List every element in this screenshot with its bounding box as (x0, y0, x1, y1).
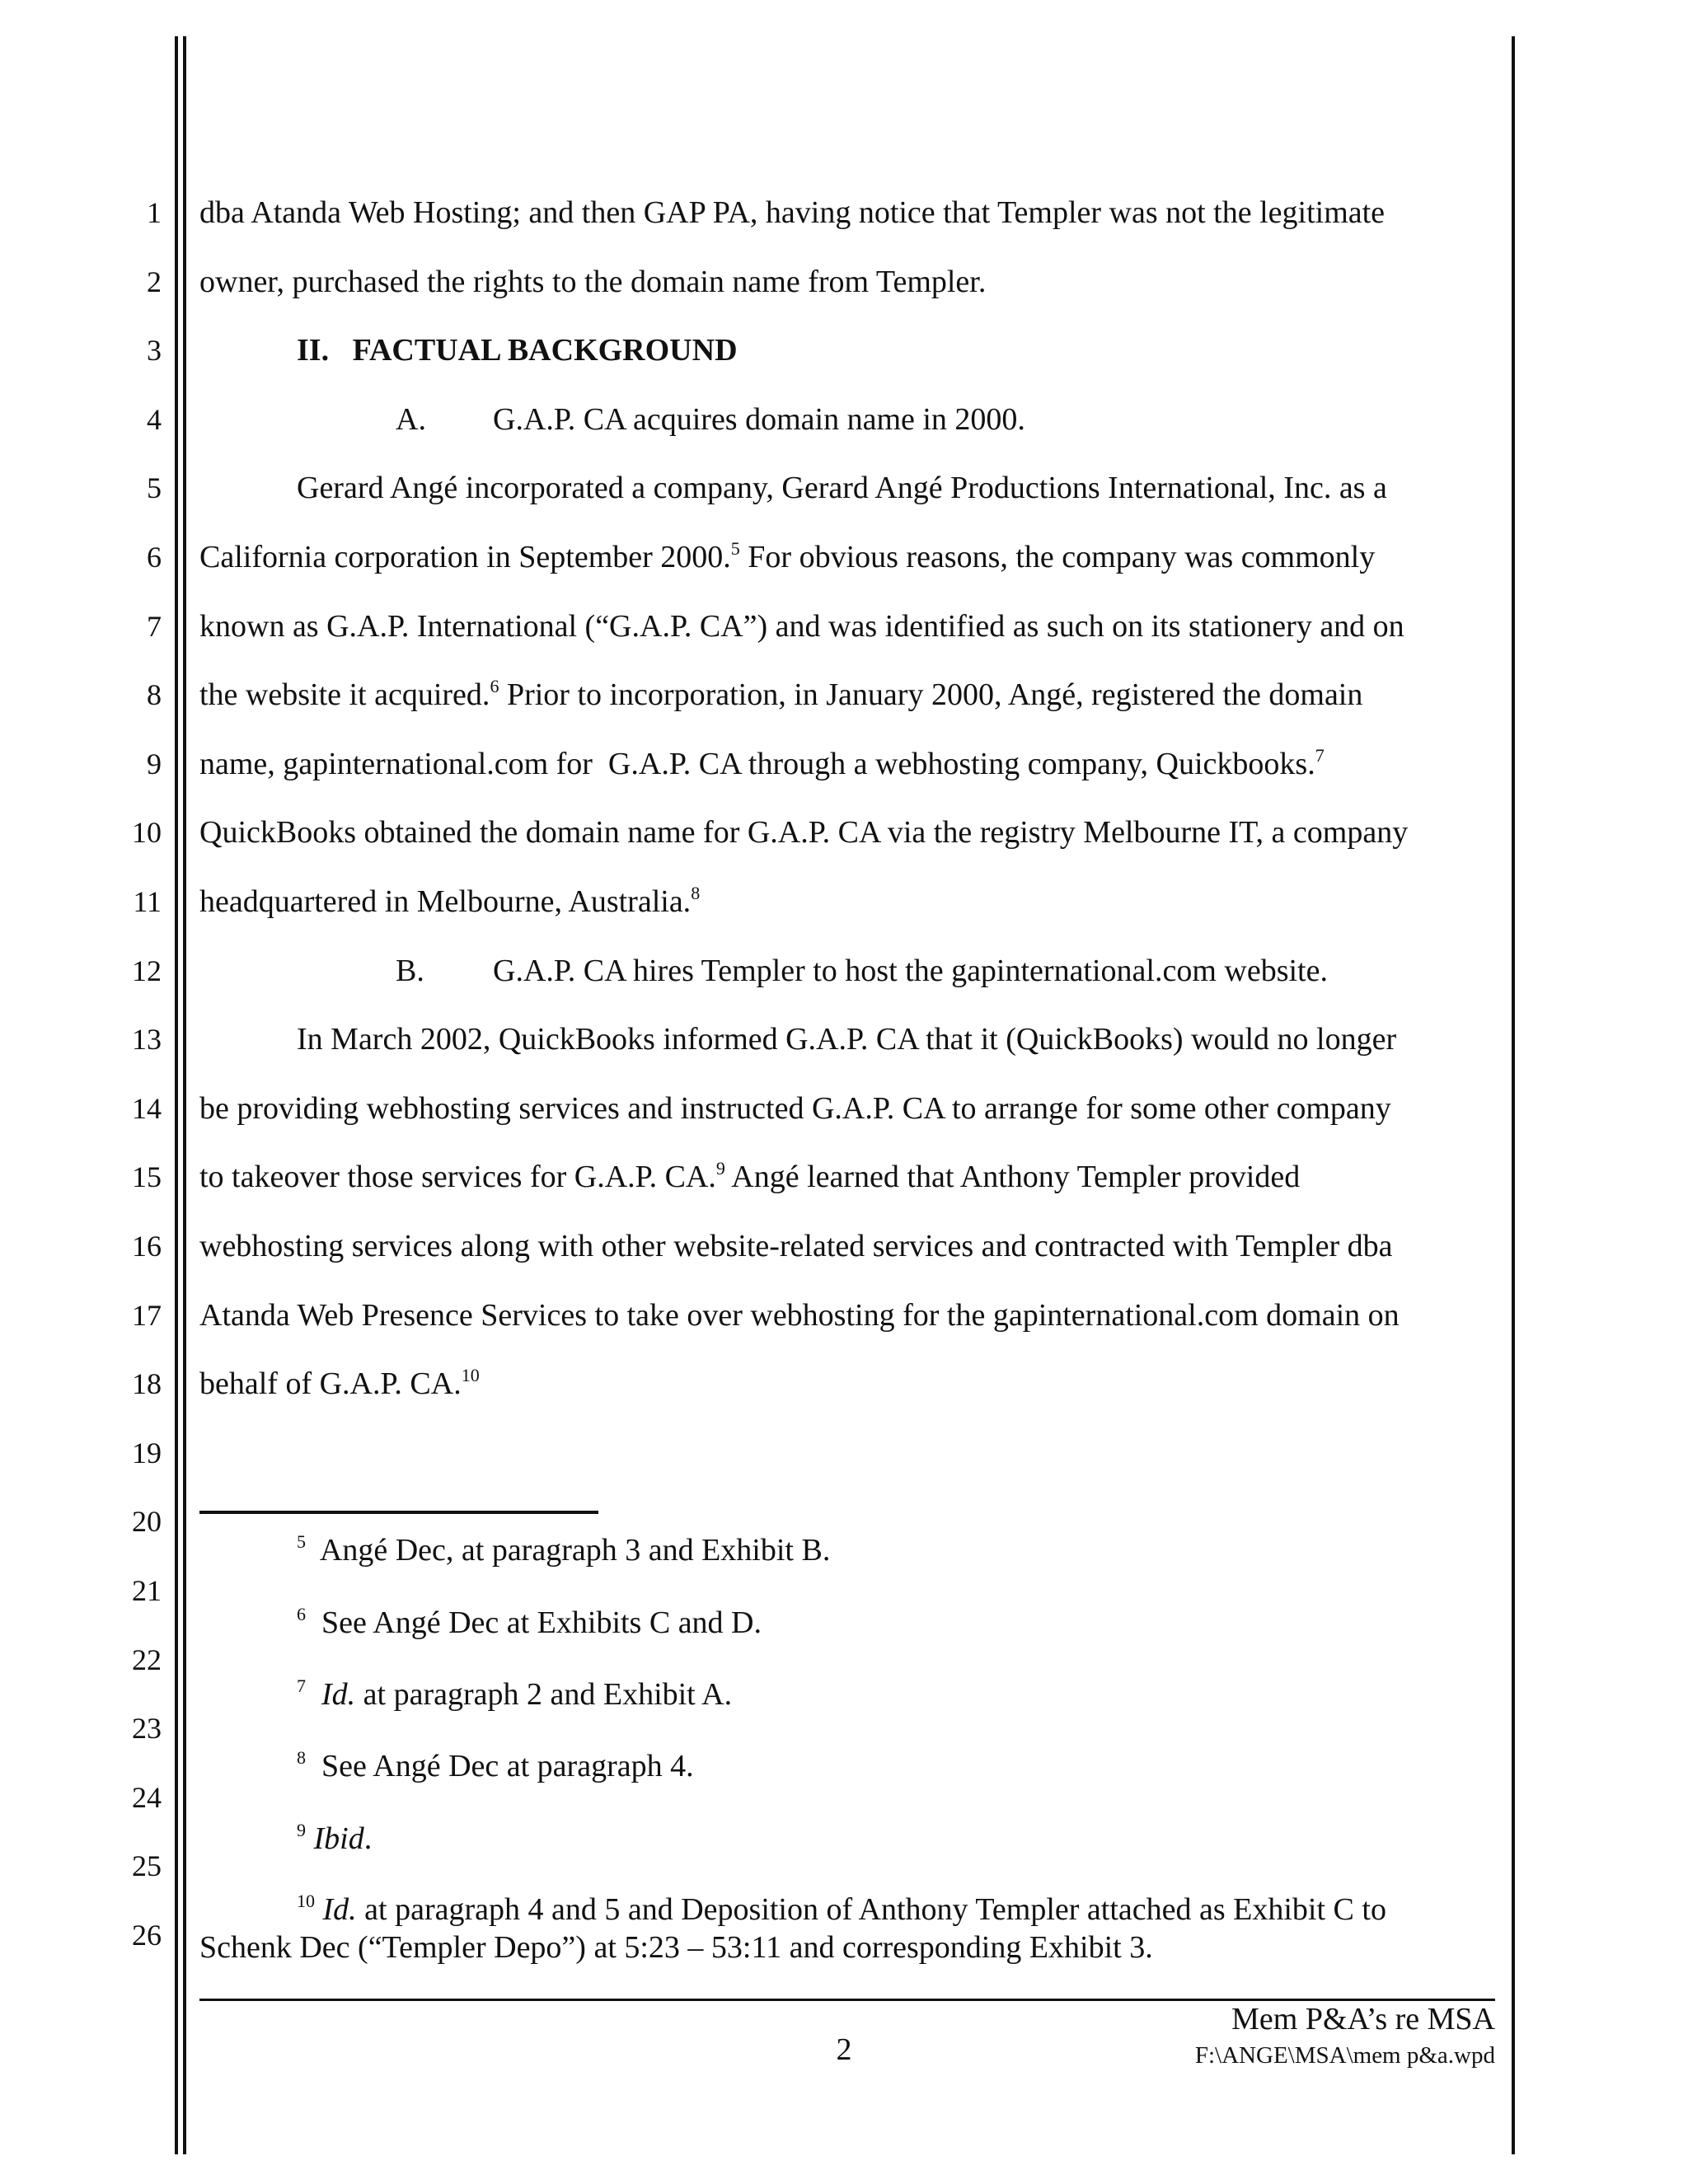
line-number: 17 (132, 1299, 162, 1332)
line-number: 2 (147, 265, 162, 298)
line-number: 19 (132, 1436, 162, 1469)
body-line (199, 746, 1325, 782)
body-line: dba Atanda Web Hosting; and then GAP PA, having notice that Templer was not the legitimate (199, 195, 1386, 230)
footnote-citation: Id. (321, 1677, 356, 1712)
body-line: be providing webhosting services and instructed G.A.P. CA to arrange for some other company (199, 1091, 1391, 1126)
footnote-text: at paragraph 4 and 5 and Deposition of Anthony Templer attached as Exhibit C to (356, 1892, 1386, 1927)
line-number: 5 (147, 471, 162, 504)
line-number: 10 (132, 816, 162, 849)
footnote-ref: 6 (490, 676, 499, 696)
line-number: 7 (147, 610, 162, 643)
line-number: 16 (132, 1230, 162, 1263)
body-line: known as G.A.P. International (“G.A.P. CA”) and was identified as such on its stationery and on (199, 609, 1404, 644)
body-text: Prior to incorporation, in January 2000, Angé, registered the domain (499, 677, 1363, 712)
body-text: headquartered in Melbourne, Australia. (199, 884, 692, 919)
footer-document-title: Mem P&A’s re MSA (1231, 2002, 1495, 2036)
footnote-text: Angé Dec, at paragraph 3 and Exhibit B. (319, 1533, 831, 1568)
body-line (199, 1159, 1300, 1195)
line-number: 1 (147, 196, 162, 229)
footnote-citation: Ibid (313, 1821, 364, 1856)
subsection-b-letter: B. (396, 954, 424, 988)
line-number: 24 (132, 1781, 162, 1814)
footnote (297, 1891, 1386, 1929)
subsection-a-heading: G.A.P. CA acquires domain name in 2000. (493, 402, 1025, 437)
footnote-citation: Id. (322, 1892, 357, 1927)
line-number: 4 (147, 403, 162, 436)
body-line: webhosting services along with other website-related services and contracted with Templer dba (199, 1229, 1393, 1263)
line-number: 18 (132, 1367, 162, 1400)
footnote-separator (199, 1511, 598, 1514)
line-number: 20 (132, 1505, 162, 1538)
footnote-continuation: Schenk Dec (“Templer Depo”) at 5:23 – 53:11 and corresponding Exhibit 3. (199, 1930, 1153, 1965)
body-line (199, 1366, 480, 1402)
body-text: to takeover those services for G.A.P. CA. (199, 1160, 716, 1194)
footnote-number: 6 (297, 1604, 306, 1624)
footnote-ref: 5 (730, 538, 740, 559)
body-text: California corporation in September 2000. (199, 540, 731, 574)
footnote (297, 1820, 372, 1858)
footnote-ref: 7 (1315, 745, 1325, 766)
footnote-text: at paragraph 2 and Exhibit A. (355, 1677, 733, 1712)
body-text: behalf of G.A.P. CA. (199, 1366, 462, 1401)
right-margin-rule (1512, 36, 1515, 2154)
left-margin-rule-inner (183, 36, 186, 2154)
left-margin-rule-outer (175, 36, 178, 2154)
page-number: 2 (836, 2032, 852, 2067)
body-text: the website it acquired. (199, 677, 490, 712)
body-line: owner, purchased the rights to the domain name from Templer. (199, 265, 987, 299)
line-number: 23 (132, 1712, 162, 1745)
footnote-number: 9 (297, 1820, 306, 1840)
line-number: 3 (147, 334, 162, 367)
body-line (199, 539, 1375, 575)
footer-file-path: F:\ANGE\MSA\mem p&a.wpd (1194, 2042, 1495, 2069)
line-number: 15 (132, 1160, 162, 1193)
footnote-ref: 10 (461, 1365, 480, 1385)
line-number: 22 (132, 1643, 162, 1676)
footnote-number: 10 (297, 1891, 315, 1911)
section-heading: II. FACTUAL BACKGROUND (297, 333, 738, 368)
footnote (297, 1604, 762, 1642)
body-line: Atanda Web Presence Services to take over webhosting for the gapinternational.com domain on (199, 1298, 1400, 1333)
footnote-number: 8 (297, 1747, 306, 1768)
body-line: QuickBooks obtained the domain name for G.A.P. CA via the registry Melbourne IT, a company (199, 815, 1409, 850)
line-number: 25 (132, 1849, 162, 1882)
body-text: For obvious reasons, the company was commonly (739, 540, 1376, 574)
footnote-text: See Angé Dec at Exhibits C and D. (321, 1605, 762, 1640)
line-number: 12 (132, 954, 162, 987)
line-number: 13 (132, 1023, 162, 1056)
line-number: 6 (147, 541, 162, 574)
subsection-b-heading: G.A.P. CA hires Templer to host the gapinternational.com website. (493, 954, 1328, 988)
line-number: 9 (147, 748, 162, 780)
body-line: In March 2002, QuickBooks informed G.A.P. CA that it (QuickBooks) would no longer (297, 1022, 1397, 1057)
footnote (297, 1675, 732, 1713)
footnote-ref: 8 (691, 883, 701, 903)
body-line: Gerard Angé incorporated a company, Gerard Angé Productions International, Inc. as a (297, 471, 1387, 505)
footnote-ref: 9 (715, 1158, 725, 1179)
line-number: 14 (132, 1092, 162, 1125)
footnote-number: 7 (297, 1675, 306, 1696)
footnote-text: . (363, 1821, 373, 1856)
line-number: 8 (147, 678, 162, 711)
subsection-a-letter: A. (396, 402, 426, 437)
footnote-text: See Angé Dec at paragraph 4. (321, 1749, 694, 1783)
body-line (199, 677, 1362, 713)
body-line (199, 883, 700, 920)
body-text: name, gapinternational.com for G.A.P. CA through a webhosting company, Quickbooks. (199, 747, 1315, 781)
footnote (297, 1531, 830, 1569)
footnote-number: 5 (297, 1531, 306, 1552)
body-text: Angé learned that Anthony Templer provided (724, 1160, 1301, 1194)
footnote (297, 1747, 694, 1785)
line-number: 26 (132, 1919, 162, 1952)
line-number: 11 (133, 885, 162, 918)
line-number: 21 (132, 1574, 162, 1607)
